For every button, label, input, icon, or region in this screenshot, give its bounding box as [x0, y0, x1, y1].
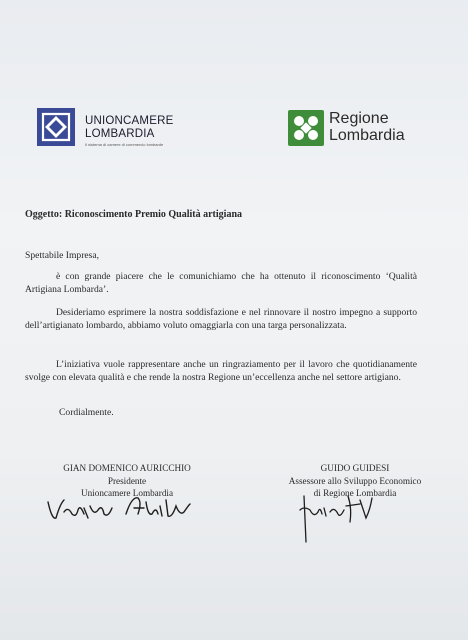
signatory-name: GIAN DOMENICO AURICCHIO	[63, 463, 191, 473]
letter-paragraph-1	[25, 271, 417, 297]
signatory-role: Presidente	[107, 475, 147, 486]
letter-closing: Cordialmente.	[59, 407, 114, 418]
unioncamere-logo-line2: LOMBARDIA	[85, 128, 155, 140]
letter-subject: Oggetto: Riconoscimento Premio Qualità artigiana	[25, 209, 243, 220]
signatory-name: GUIDO GUIDESI	[320, 463, 390, 473]
letter-paragraph-2	[25, 307, 417, 333]
regione-lombardia-logo-icon	[288, 110, 324, 146]
unioncamere-logo-text	[85, 115, 173, 141]
unioncamere-logo	[37, 108, 177, 148]
signatory-organization: Unioncamere Lombardia	[80, 488, 174, 498]
signatory-organization: di Regione Lombardia	[313, 488, 397, 498]
paragraph-2-text: Desideriamo esprimere la nostra soddisfazione e nel rinnovare il nostro impegno a supporto dell’artigianato lombardo, abbiamo voluto omaggiarla con una targa personalizzata.	[25, 307, 417, 331]
regione-lombardia-logo-text	[329, 111, 405, 144]
handwritten-signature-right	[290, 492, 382, 544]
regione-logo-line1: Regione	[329, 110, 389, 127]
unioncamere-logo-line1: UNIONCAMERE	[85, 115, 174, 127]
regione-lombardia-logo	[288, 110, 428, 150]
unioncamere-logo-icon	[37, 108, 75, 146]
handwritten-signature-left	[44, 492, 194, 526]
paragraph-1-text: è con grande piacere che le comunichiamo che ha ottenuto il riconoscimento ‘Qualità Artigiana Lombarda’.	[25, 271, 417, 295]
signatory-role: Assessore allo Sviluppo Economico	[288, 475, 422, 486]
regione-logo-line2: Lombardia	[329, 126, 405, 144]
letter-paragraph-3	[25, 359, 417, 385]
letter-greeting: Spettabile Impresa,	[25, 250, 100, 261]
paragraph-3-text: L’iniziativa vuole rappresentare anche un ringraziamento per il lavoro che quotidianamente svolge con elevata qualità e che rende la nostra Regione un’eccellenza anche nel settore artigiano.	[25, 359, 417, 383]
unioncamere-logo-tagline: Il sistema di camere di commercio lombarde	[85, 142, 164, 147]
